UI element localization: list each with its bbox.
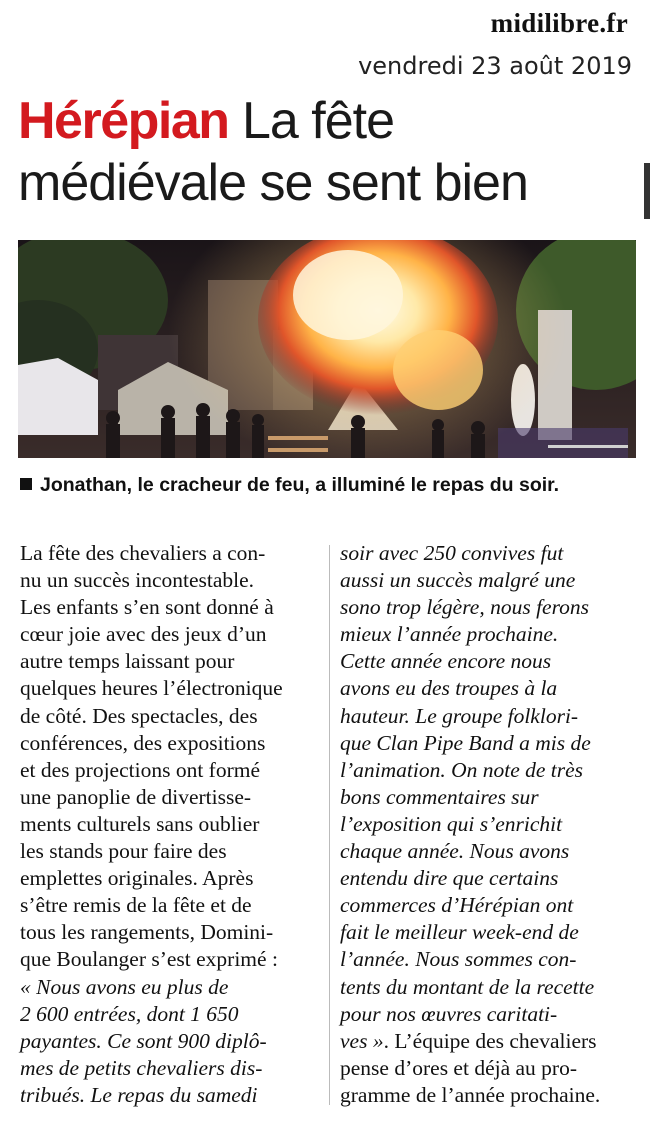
body-line: pour nos œuvres caritati- [340, 1001, 558, 1026]
body-line: bons commentaires sur [340, 784, 539, 809]
body-line: payantes. Ce sont 900 diplô- [20, 1028, 267, 1053]
article-photo [18, 240, 636, 458]
body-line: pense d’ores et déjà au pro- [340, 1055, 577, 1080]
body-line: conférences, des expositions [20, 730, 266, 755]
headline-line2: médiévale se sent bien [18, 154, 528, 212]
body-line [340, 1028, 630, 1055]
body-line: les stands pour faire des [20, 839, 227, 864]
body-line: hauteur. Le groupe folklori- [340, 703, 579, 728]
body-line: l’année. Nous sommes con- [340, 947, 577, 972]
body-line: entendu dire que certains [340, 866, 559, 891]
body-line: gramme de l’année prochaine. [340, 1082, 601, 1107]
body-line: emplettes originales. Après [20, 866, 254, 891]
body-line: aussi un succès malgré une [340, 568, 576, 593]
body-line: sono trop légère, nous ferons [340, 595, 590, 620]
body-line: mieux l’année prochaine. [340, 622, 559, 647]
body-line: avons eu des troupes à la [340, 676, 558, 701]
body-line: l’animation. On note de très [340, 757, 584, 782]
body-line: et des projections ont formé [20, 757, 261, 782]
body-line: Cette année encore nous [340, 649, 552, 674]
body-line: que Boulanger s’est exprimé : [20, 947, 278, 972]
body-line: s’être remis de la fête et de [20, 893, 252, 918]
body-line: chaque année. Nous avons [340, 839, 570, 864]
column-divider [329, 545, 330, 1105]
body-line: 2 600 entrées, dont 1 650 [20, 1001, 239, 1026]
body-line: ments culturels sans oublier [20, 811, 260, 836]
body-line: cœur joie avec des jeux d’un [20, 622, 267, 647]
site-name: midilibre.fr [490, 8, 628, 38]
body-line: tribués. Le repas du samedi [20, 1082, 258, 1107]
margin-mark [644, 163, 650, 219]
fire-breather-photo [18, 240, 636, 458]
body-line: tous les rangements, Domini- [20, 920, 274, 945]
article-column-1 [20, 540, 310, 1109]
body-line: fait le meilleur week-end de [340, 920, 579, 945]
body-line: mes de petits chevaliers dis- [20, 1055, 263, 1080]
quote-end: ves » [340, 1028, 384, 1053]
body-line: soir avec 250 convives fut [340, 541, 564, 565]
body-text: . L’équipe des chevaliers [383, 1028, 597, 1053]
body-line: « Nous avons eu plus de [20, 974, 229, 999]
headline-place: Hérépian [18, 92, 229, 150]
body-line: de côté. Des spectacles, des [20, 703, 258, 728]
publication-date: vendredi 23 août 2019 [358, 52, 632, 80]
headline [18, 90, 628, 214]
headline-line1: La fête [241, 92, 395, 150]
caption-bullet [20, 478, 32, 490]
body-line: La fête des chevaliers a con- [20, 541, 266, 565]
body-line: quelques heures l’électronique [20, 676, 283, 701]
body-line: que Clan Pipe Band a mis de [340, 730, 591, 755]
caption-text: Jonathan, le cracheur de feu, a illuminé le repas du soir. [40, 474, 560, 496]
body-line: une panoplie de divertisse- [20, 784, 252, 809]
body-line: l’exposition qui s’enrichit [340, 811, 563, 836]
body-line: Les enfants s’en sont donné à [20, 595, 274, 620]
body-line: autre temps laissant pour [20, 649, 235, 674]
body-line: nu un succès incontestable. [20, 568, 255, 593]
body-line: commerces d’Hérépian ont [340, 893, 574, 918]
photo-caption [20, 474, 630, 497]
article-column-2 [340, 540, 630, 1109]
body-line: tents du montant de la recette [340, 974, 595, 999]
